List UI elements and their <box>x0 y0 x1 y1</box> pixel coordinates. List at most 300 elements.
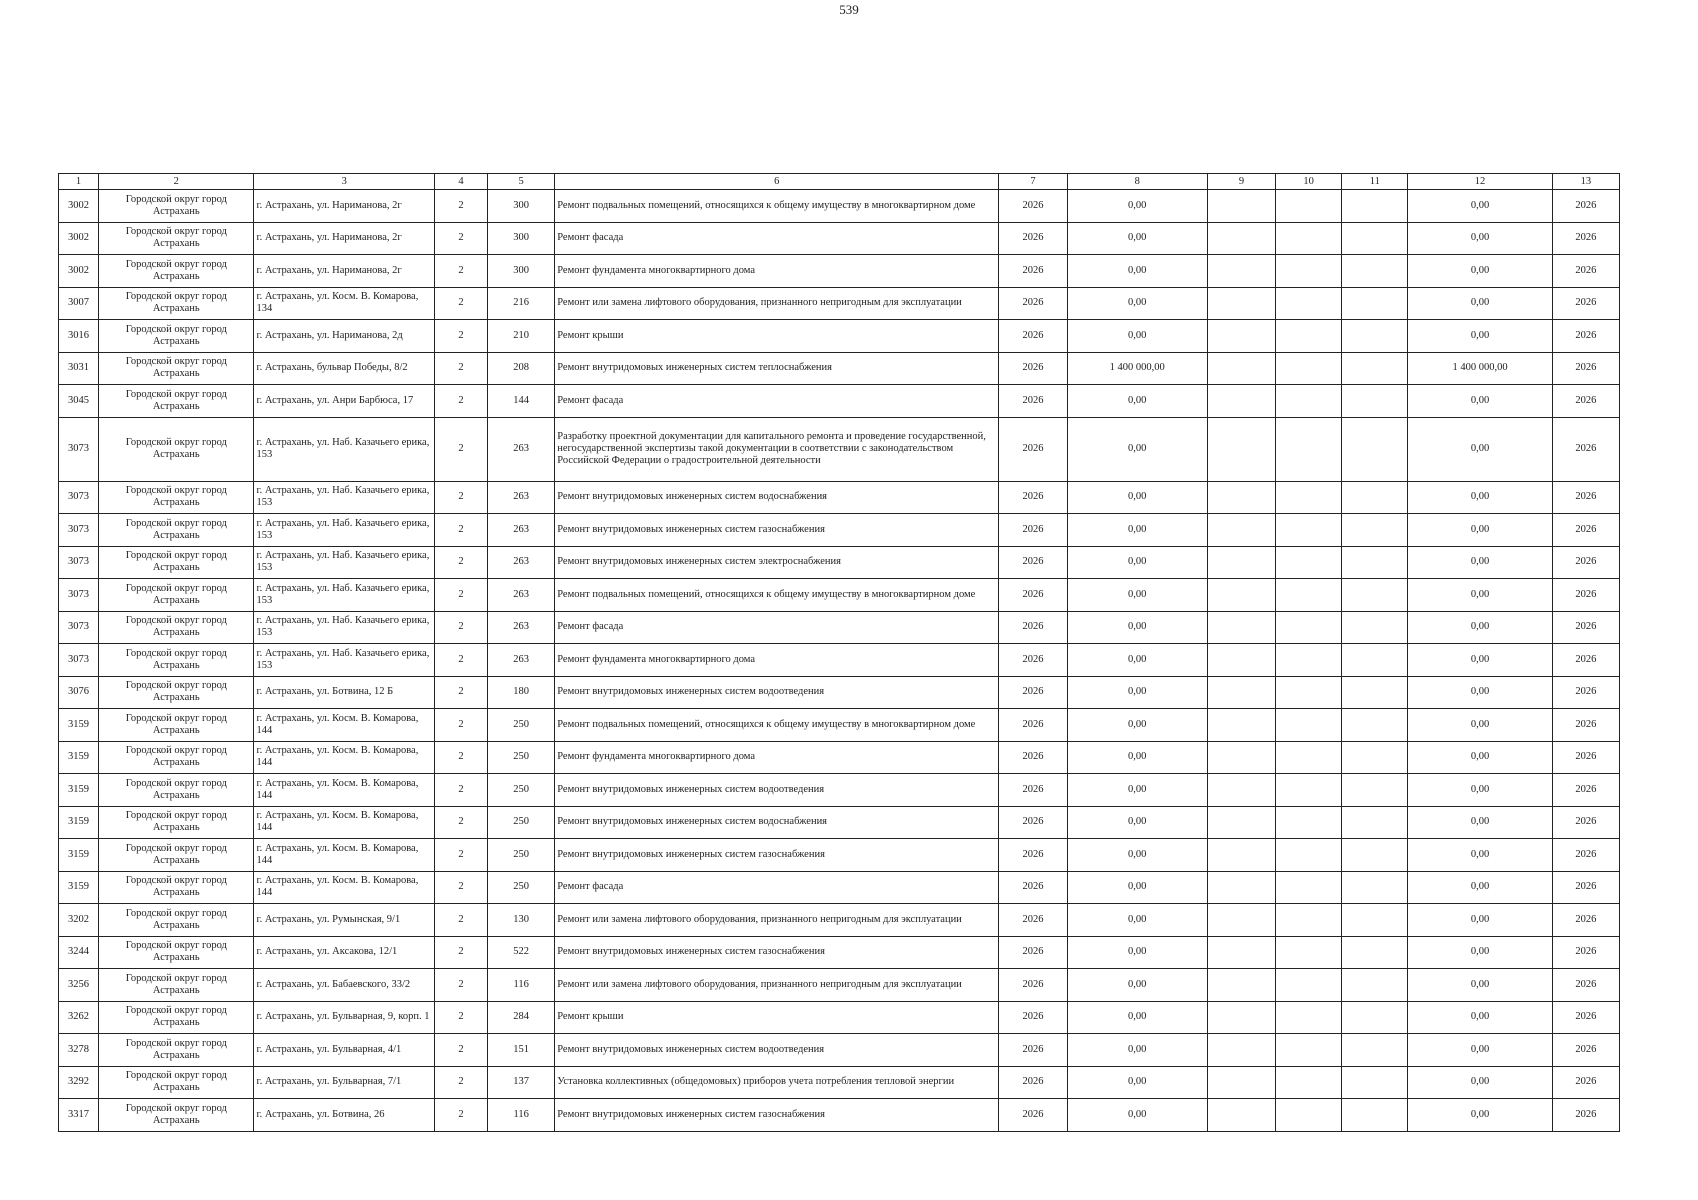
cell-total: 0,00 <box>1408 871 1552 904</box>
cell-year: 2026 <box>999 644 1067 677</box>
cell-work-type: Ремонт фундамента многоквартирного дома <box>555 644 999 677</box>
cell-col5: 263 <box>488 546 555 579</box>
cell-work-type: Ремонт фундамента многоквартирного дома <box>555 255 999 288</box>
capital-repair-table <box>58 173 1620 1132</box>
cell-col4: 2 <box>434 579 487 612</box>
cell-col11 <box>1342 1099 1408 1132</box>
cell-col11 <box>1342 871 1408 904</box>
cell-record-number: 3073 <box>59 611 99 644</box>
table-row <box>59 352 1620 385</box>
cell-col4: 2 <box>434 676 487 709</box>
cell-col11 <box>1342 417 1408 481</box>
column-header: 11 <box>1342 174 1408 190</box>
cell-record-number: 3031 <box>59 352 99 385</box>
cell-address: г. Астрахань, ул. Наб. Казачьего ерика, 153 <box>254 644 434 677</box>
cell-record-number: 3076 <box>59 676 99 709</box>
cell-year: 2026 <box>999 417 1067 481</box>
cell-col9 <box>1207 806 1275 839</box>
cell-total: 0,00 <box>1408 481 1552 514</box>
cell-work-type: Ремонт внутридомовых инженерных систем водоотведения <box>555 774 999 807</box>
cell-total: 0,00 <box>1408 969 1552 1002</box>
cell-col11 <box>1342 514 1408 547</box>
cell-year: 2026 <box>999 1034 1067 1067</box>
cell-municipality: Городской округ город Астрахань <box>99 1001 254 1034</box>
cell-cost: 0,00 <box>1067 969 1207 1002</box>
cell-total: 0,00 <box>1408 287 1552 320</box>
cell-record-number: 3159 <box>59 741 99 774</box>
cell-address: г. Астрахань, ул. Косм. В. Комарова, 144 <box>254 871 434 904</box>
cell-work-type: Ремонт внутридомовых инженерных систем водоотведения <box>555 1034 999 1067</box>
cell-col4: 2 <box>434 481 487 514</box>
cell-year: 2026 <box>999 904 1067 937</box>
cell-end-year: 2026 <box>1552 611 1619 644</box>
cell-record-number: 3244 <box>59 936 99 969</box>
cell-work-type: Ремонт фундамента многоквартирного дома <box>555 741 999 774</box>
cell-col4: 2 <box>434 320 487 353</box>
cell-col9 <box>1207 741 1275 774</box>
cell-end-year: 2026 <box>1552 481 1619 514</box>
cell-col5: 300 <box>488 222 555 255</box>
cell-cost: 0,00 <box>1067 1001 1207 1034</box>
cell-municipality: Городской округ город Астрахань <box>99 904 254 937</box>
cell-municipality: Городской округ город Астрахань <box>99 287 254 320</box>
cell-col10 <box>1276 385 1342 418</box>
cell-end-year: 2026 <box>1552 644 1619 677</box>
cell-work-type: Ремонт внутридомовых инженерных систем электроснабжения <box>555 546 999 579</box>
cell-record-number: 3002 <box>59 190 99 223</box>
cell-address: г. Астрахань, бульвар Победы, 8/2 <box>254 352 434 385</box>
cell-total: 0,00 <box>1408 255 1552 288</box>
cell-col11 <box>1342 611 1408 644</box>
cell-col4: 2 <box>434 774 487 807</box>
cell-col9 <box>1207 1034 1275 1067</box>
cell-cost: 0,00 <box>1067 871 1207 904</box>
cell-work-type: Ремонт подвальных помещений, относящихся к общему имуществу в многоквартирном доме <box>555 579 999 612</box>
cell-col5: 250 <box>488 709 555 742</box>
cell-col11 <box>1342 806 1408 839</box>
cell-work-type: Ремонт внутридомовых инженерных систем водоснабжения <box>555 806 999 839</box>
cell-col9 <box>1207 385 1275 418</box>
cell-end-year: 2026 <box>1552 1001 1619 1034</box>
cell-municipality: Городской округ город Астрахань <box>99 969 254 1002</box>
cell-address: г. Астрахань, ул. Бабаевского, 33/2 <box>254 969 434 1002</box>
cell-municipality: Городской округ город Астрахань <box>99 255 254 288</box>
cell-col4: 2 <box>434 1066 487 1099</box>
cell-municipality: Городской округ город Астрахань <box>99 839 254 872</box>
cell-col10 <box>1276 774 1342 807</box>
cell-cost: 0,00 <box>1067 676 1207 709</box>
cell-col9 <box>1207 871 1275 904</box>
cell-col9 <box>1207 709 1275 742</box>
cell-col11 <box>1342 904 1408 937</box>
cell-record-number: 3002 <box>59 255 99 288</box>
cell-total: 0,00 <box>1408 579 1552 612</box>
cell-cost: 0,00 <box>1067 514 1207 547</box>
cell-col11 <box>1342 287 1408 320</box>
cell-col9 <box>1207 904 1275 937</box>
cell-municipality: Городской округ город Астрахань <box>99 352 254 385</box>
cell-cost: 0,00 <box>1067 611 1207 644</box>
cell-address: г. Астрахань, ул. Косм. В. Комарова, 144 <box>254 839 434 872</box>
cell-total: 0,00 <box>1408 1099 1552 1132</box>
cell-col10 <box>1276 709 1342 742</box>
cell-work-type: Ремонт внутридомовых инженерных систем газоснабжения <box>555 1099 999 1132</box>
cell-work-type: Ремонт внутридомовых инженерных систем газоснабжения <box>555 514 999 547</box>
cell-col4: 2 <box>434 936 487 969</box>
cell-col9 <box>1207 774 1275 807</box>
cell-col4: 2 <box>434 806 487 839</box>
cell-col4: 2 <box>434 741 487 774</box>
cell-cost: 0,00 <box>1067 709 1207 742</box>
cell-year: 2026 <box>999 190 1067 223</box>
cell-col10 <box>1276 481 1342 514</box>
cell-work-type: Ремонт внутридомовых инженерных систем газоснабжения <box>555 936 999 969</box>
cell-work-type: Ремонт подвальных помещений, относящихся к общему имуществу в многоквартирном доме <box>555 709 999 742</box>
cell-col5: 250 <box>488 774 555 807</box>
cell-cost: 0,00 <box>1067 1099 1207 1132</box>
cell-year: 2026 <box>999 741 1067 774</box>
cell-col10 <box>1276 1034 1342 1067</box>
cell-col10 <box>1276 904 1342 937</box>
cell-col5: 263 <box>488 514 555 547</box>
cell-work-type: Установка коллективных (общедомовых) приборов учета потребления тепловой энергии <box>555 1066 999 1099</box>
cell-address: г. Астрахань, ул. Наб. Казачьего ерика, 153 <box>254 611 434 644</box>
cell-total: 0,00 <box>1408 709 1552 742</box>
cell-address: г. Астрахань, ул. Нариманова, 2г <box>254 255 434 288</box>
cell-col10 <box>1276 936 1342 969</box>
column-header: 10 <box>1276 174 1342 190</box>
column-header: 4 <box>434 174 487 190</box>
table-row <box>59 1034 1620 1067</box>
cell-work-type: Ремонт фасада <box>555 611 999 644</box>
cell-end-year: 2026 <box>1552 676 1619 709</box>
cell-col11 <box>1342 774 1408 807</box>
cell-end-year: 2026 <box>1552 579 1619 612</box>
cell-year: 2026 <box>999 1001 1067 1034</box>
cell-col11 <box>1342 1034 1408 1067</box>
cell-municipality: Городской округ город Астрахань <box>99 806 254 839</box>
cell-municipality: Городской округ город Астрахань <box>99 417 254 481</box>
cell-col5: 137 <box>488 1066 555 1099</box>
cell-total: 0,00 <box>1408 546 1552 579</box>
cell-cost: 0,00 <box>1067 644 1207 677</box>
cell-work-type: Ремонт крыши <box>555 1001 999 1034</box>
cell-record-number: 3073 <box>59 546 99 579</box>
cell-cost: 0,00 <box>1067 546 1207 579</box>
cell-cost: 0,00 <box>1067 1034 1207 1067</box>
cell-year: 2026 <box>999 222 1067 255</box>
cell-address: г. Астрахань, ул. Косм. В. Комарова, 144 <box>254 774 434 807</box>
cell-col9 <box>1207 190 1275 223</box>
cell-col11 <box>1342 352 1408 385</box>
cell-col11 <box>1342 741 1408 774</box>
cell-municipality: Городской округ город Астрахань <box>99 936 254 969</box>
table-row <box>59 1099 1620 1132</box>
cell-municipality: Городской округ город Астрахань <box>99 579 254 612</box>
cell-col11 <box>1342 644 1408 677</box>
cell-total: 0,00 <box>1408 385 1552 418</box>
cell-col5: 180 <box>488 676 555 709</box>
cell-end-year: 2026 <box>1552 287 1619 320</box>
cell-record-number: 3073 <box>59 644 99 677</box>
cell-col9 <box>1207 579 1275 612</box>
cell-municipality: Городской округ город Астрахань <box>99 871 254 904</box>
cell-year: 2026 <box>999 969 1067 1002</box>
cell-col5: 250 <box>488 871 555 904</box>
column-header: 3 <box>254 174 434 190</box>
cell-work-type: Ремонт фасада <box>555 871 999 904</box>
table-row <box>59 1001 1620 1034</box>
cell-record-number: 3045 <box>59 385 99 418</box>
cell-cost: 0,00 <box>1067 579 1207 612</box>
cell-year: 2026 <box>999 320 1067 353</box>
cell-col4: 2 <box>434 839 487 872</box>
cell-col4: 2 <box>434 417 487 481</box>
cell-record-number: 3317 <box>59 1099 99 1132</box>
table-row <box>59 904 1620 937</box>
table-row <box>59 644 1620 677</box>
cell-col4: 2 <box>434 1034 487 1067</box>
cell-address: г. Астрахань, ул. Наб. Казачьего ерика, 153 <box>254 481 434 514</box>
cell-end-year: 2026 <box>1552 969 1619 1002</box>
cell-total: 0,00 <box>1408 839 1552 872</box>
cell-col10 <box>1276 1099 1342 1132</box>
table-body <box>59 190 1620 1132</box>
column-header: 9 <box>1207 174 1275 190</box>
cell-address: г. Астрахань, ул. Наб. Казачьего ерика, 153 <box>254 546 434 579</box>
cell-end-year: 2026 <box>1552 352 1619 385</box>
cell-col11 <box>1342 1066 1408 1099</box>
cell-col11 <box>1342 385 1408 418</box>
cell-end-year: 2026 <box>1552 904 1619 937</box>
cell-end-year: 2026 <box>1552 546 1619 579</box>
cell-end-year: 2026 <box>1552 709 1619 742</box>
cell-col5: 130 <box>488 904 555 937</box>
cell-col4: 2 <box>434 546 487 579</box>
cell-col9 <box>1207 481 1275 514</box>
cell-address: г. Астрахань, ул. Косм. В. Комарова, 144 <box>254 741 434 774</box>
table-row <box>59 255 1620 288</box>
table-row <box>59 546 1620 579</box>
cell-total: 0,00 <box>1408 190 1552 223</box>
cell-year: 2026 <box>999 352 1067 385</box>
cell-col10 <box>1276 676 1342 709</box>
cell-col9 <box>1207 222 1275 255</box>
table-row <box>59 417 1620 481</box>
cell-work-type: Ремонт внутридомовых инженерных систем теплоснабжения <box>555 352 999 385</box>
cell-work-type: Ремонт фасада <box>555 222 999 255</box>
cell-total: 0,00 <box>1408 514 1552 547</box>
cell-end-year: 2026 <box>1552 1066 1619 1099</box>
cell-col9 <box>1207 839 1275 872</box>
cell-cost: 0,00 <box>1067 287 1207 320</box>
cell-col11 <box>1342 546 1408 579</box>
cell-record-number: 3073 <box>59 481 99 514</box>
cell-municipality: Городской округ город Астрахань <box>99 481 254 514</box>
cell-col10 <box>1276 352 1342 385</box>
cell-total: 0,00 <box>1408 1001 1552 1034</box>
cell-col5: 263 <box>488 611 555 644</box>
column-header: 5 <box>488 174 555 190</box>
cell-col4: 2 <box>434 352 487 385</box>
cell-year: 2026 <box>999 936 1067 969</box>
cell-col5: 151 <box>488 1034 555 1067</box>
cell-end-year: 2026 <box>1552 222 1619 255</box>
cell-col4: 2 <box>434 287 487 320</box>
cell-end-year: 2026 <box>1552 190 1619 223</box>
column-header: 13 <box>1552 174 1619 190</box>
cell-col5: 116 <box>488 969 555 1002</box>
cell-record-number: 3073 <box>59 579 99 612</box>
cell-col10 <box>1276 806 1342 839</box>
cell-year: 2026 <box>999 839 1067 872</box>
cell-total: 1 400 000,00 <box>1408 352 1552 385</box>
cell-work-type: Ремонт фасада <box>555 385 999 418</box>
cell-col10 <box>1276 1001 1342 1034</box>
cell-cost: 1 400 000,00 <box>1067 352 1207 385</box>
table-row <box>59 481 1620 514</box>
cell-total: 0,00 <box>1408 417 1552 481</box>
cell-address: г. Астрахань, ул. Наб. Казачьего ерика, 153 <box>254 514 434 547</box>
cell-col9 <box>1207 1066 1275 1099</box>
cell-municipality: Городской округ город Астрахань <box>99 320 254 353</box>
cell-year: 2026 <box>999 871 1067 904</box>
capital-repair-table-container <box>58 173 1620 1132</box>
table-row <box>59 871 1620 904</box>
cell-year: 2026 <box>999 676 1067 709</box>
cell-col10 <box>1276 190 1342 223</box>
cell-col9 <box>1207 546 1275 579</box>
cell-cost: 0,00 <box>1067 320 1207 353</box>
cell-end-year: 2026 <box>1552 936 1619 969</box>
cell-address: г. Астрахань, ул. Бульварная, 4/1 <box>254 1034 434 1067</box>
cell-address: г. Астрахань, ул. Косм. В. Комарова, 144 <box>254 806 434 839</box>
cell-col11 <box>1342 481 1408 514</box>
cell-municipality: Городской округ город Астрахань <box>99 709 254 742</box>
cell-col5: 144 <box>488 385 555 418</box>
cell-end-year: 2026 <box>1552 839 1619 872</box>
cell-col10 <box>1276 644 1342 677</box>
cell-work-type: Ремонт внутридомовых инженерных систем водоснабжения <box>555 481 999 514</box>
cell-col5: 210 <box>488 320 555 353</box>
cell-col5: 263 <box>488 644 555 677</box>
cell-municipality: Городской округ город Астрахань <box>99 1066 254 1099</box>
cell-record-number: 3159 <box>59 774 99 807</box>
cell-cost: 0,00 <box>1067 1066 1207 1099</box>
cell-col11 <box>1342 1001 1408 1034</box>
cell-cost: 0,00 <box>1067 774 1207 807</box>
column-header: 12 <box>1408 174 1552 190</box>
cell-record-number: 3159 <box>59 839 99 872</box>
cell-cost: 0,00 <box>1067 806 1207 839</box>
cell-year: 2026 <box>999 481 1067 514</box>
cell-col10 <box>1276 839 1342 872</box>
cell-end-year: 2026 <box>1552 774 1619 807</box>
cell-year: 2026 <box>999 1066 1067 1099</box>
cell-municipality: Городской округ город Астрахань <box>99 514 254 547</box>
cell-address: г. Астрахань, ул. Косм. В. Комарова, 134 <box>254 287 434 320</box>
cell-municipality: Городской округ город Астрахань <box>99 190 254 223</box>
cell-col5: 250 <box>488 741 555 774</box>
cell-total: 0,00 <box>1408 806 1552 839</box>
table-row <box>59 611 1620 644</box>
table-row <box>59 969 1620 1002</box>
cell-record-number: 3262 <box>59 1001 99 1034</box>
cell-col11 <box>1342 969 1408 1002</box>
cell-year: 2026 <box>999 709 1067 742</box>
cell-col10 <box>1276 969 1342 1002</box>
cell-end-year: 2026 <box>1552 320 1619 353</box>
cell-col10 <box>1276 611 1342 644</box>
cell-record-number: 3159 <box>59 709 99 742</box>
cell-col4: 2 <box>434 190 487 223</box>
cell-col4: 2 <box>434 1001 487 1034</box>
table-row <box>59 1066 1620 1099</box>
cell-col4: 2 <box>434 1099 487 1132</box>
cell-work-type: Ремонт крыши <box>555 320 999 353</box>
cell-col4: 2 <box>434 969 487 1002</box>
cell-year: 2026 <box>999 287 1067 320</box>
cell-col5: 216 <box>488 287 555 320</box>
cell-municipality: Городской округ город Астрахань <box>99 611 254 644</box>
cell-col5: 300 <box>488 255 555 288</box>
cell-end-year: 2026 <box>1552 741 1619 774</box>
cell-col10 <box>1276 255 1342 288</box>
cell-address: г. Астрахань, ул. Ботвина, 12 Б <box>254 676 434 709</box>
table-row <box>59 190 1620 223</box>
cell-end-year: 2026 <box>1552 255 1619 288</box>
cell-col10 <box>1276 514 1342 547</box>
cell-end-year: 2026 <box>1552 417 1619 481</box>
cell-col10 <box>1276 1066 1342 1099</box>
cell-record-number: 3073 <box>59 514 99 547</box>
table-row <box>59 774 1620 807</box>
cell-col5: 263 <box>488 481 555 514</box>
cell-address: г. Астрахань, ул. Бульварная, 7/1 <box>254 1066 434 1099</box>
cell-address: г. Астрахань, ул. Косм. В. Комарова, 144 <box>254 709 434 742</box>
cell-address: г. Астрахань, ул. Наб. Казачьего ерика, 153 <box>254 417 434 481</box>
cell-municipality: Городской округ город Астрахань <box>99 644 254 677</box>
page-number: 539 <box>839 2 859 17</box>
cell-address: г. Астрахань, ул. Нариманова, 2д <box>254 320 434 353</box>
cell-col9 <box>1207 1001 1275 1034</box>
cell-year: 2026 <box>999 1099 1067 1132</box>
cell-col4: 2 <box>434 904 487 937</box>
cell-col11 <box>1342 839 1408 872</box>
cell-cost: 0,00 <box>1067 222 1207 255</box>
cell-end-year: 2026 <box>1552 385 1619 418</box>
table-row <box>59 579 1620 612</box>
cell-col10 <box>1276 546 1342 579</box>
cell-cost: 0,00 <box>1067 417 1207 481</box>
cell-cost: 0,00 <box>1067 481 1207 514</box>
cell-year: 2026 <box>999 579 1067 612</box>
cell-col9 <box>1207 969 1275 1002</box>
cell-col10 <box>1276 320 1342 353</box>
column-header: 1 <box>59 174 99 190</box>
cell-total: 0,00 <box>1408 644 1552 677</box>
cell-year: 2026 <box>999 774 1067 807</box>
cell-year: 2026 <box>999 546 1067 579</box>
cell-col9 <box>1207 352 1275 385</box>
cell-col4: 2 <box>434 871 487 904</box>
cell-address: г. Астрахань, ул. Наб. Казачьего ерика, 153 <box>254 579 434 612</box>
cell-record-number: 3159 <box>59 806 99 839</box>
cell-col10 <box>1276 579 1342 612</box>
cell-col4: 2 <box>434 611 487 644</box>
cell-col9 <box>1207 676 1275 709</box>
cell-work-type: Ремонт или замена лифтового оборудования, признанного непригодным для эксплуатации <box>555 904 999 937</box>
